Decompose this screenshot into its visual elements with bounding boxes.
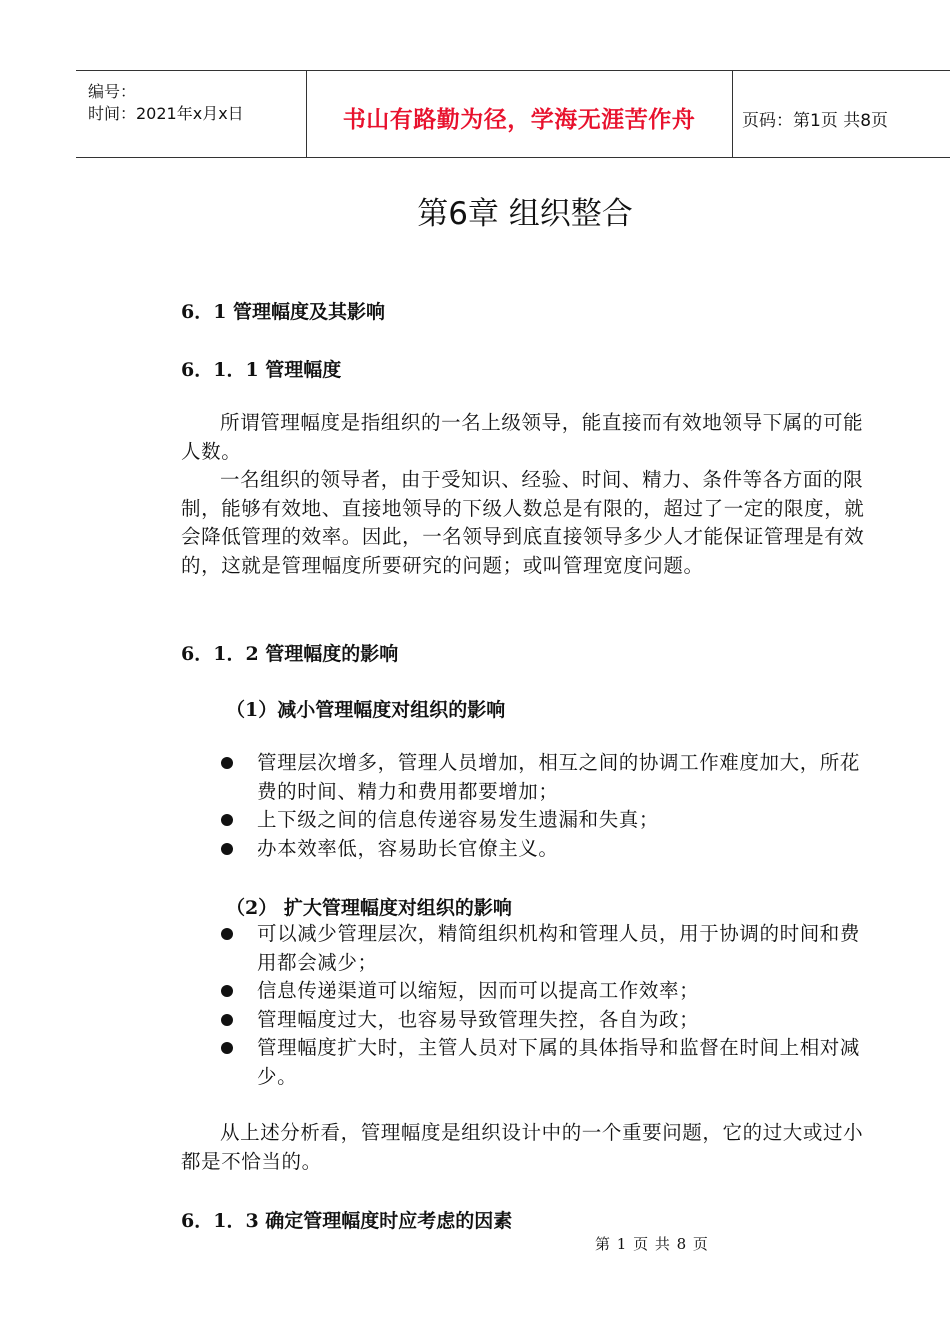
list-item: 信息传递渠道可以缩短，因而可以提高工作效率； bbox=[216, 977, 876, 1006]
document-header bbox=[76, 70, 950, 158]
paragraph: 一名组织的领导者，由于受知识、经验、时间、精力、条件等各方面的限制，能够有效地、直接地领导的下级人数总是有限的，超过了一定的限度，就会降低管理的效率。因此，一名领导到底直接领导多少人才能保证管理是有效的，这就是管理幅度所要研究的问题；或叫管理宽度问题。 bbox=[181, 468, 865, 577]
list-item: 上下级之间的信息传递容易发生遗漏和失真； bbox=[216, 806, 876, 835]
bullet-icon bbox=[221, 1042, 233, 1054]
subheading-expand: （2） 扩大管理幅度对组织的影响 bbox=[226, 897, 512, 919]
paragraph: 所谓管理幅度是指组织的一名上级领导，能直接而有效地领导下属的可能人数。 bbox=[181, 411, 864, 463]
bullet-icon bbox=[221, 814, 233, 826]
list-item: 管理幅度过大，也容易导致管理失控，各自为政； bbox=[216, 1006, 876, 1035]
list-item: 管理层次增多，管理人员增加，相互之间的协调工作难度加大，所花费的时间、精力和费用都要增加； bbox=[216, 749, 876, 806]
section-heading-6-1-2: 6．1．2 管理幅度的影响 bbox=[181, 643, 399, 665]
section-heading-6-1-1: 6．1．1 管理幅度 bbox=[181, 359, 342, 381]
bullet-icon bbox=[221, 843, 233, 855]
header-motto: 书山有路勤为径，学海无涯苦作舟 bbox=[342, 107, 696, 133]
page-footer: 第 1 页 共 8 页 bbox=[595, 1235, 709, 1253]
bullet-icon bbox=[221, 757, 233, 769]
bullet-list-reduce bbox=[216, 749, 876, 863]
header-divider bbox=[732, 71, 733, 157]
section-heading-6-1-3: 6．1．3 确定管理幅度时应考虑的因素 bbox=[181, 1210, 513, 1232]
header-meta bbox=[88, 81, 244, 125]
list-item: 办本效率低，容易助长官僚主义。 bbox=[216, 835, 876, 864]
header-page-info: 页码：第1页 共8页 bbox=[742, 111, 889, 131]
paragraph-conclusion: 从上述分析看，管理幅度是组织设计中的一个重要问题，它的过大或过小都是不恰当的。 bbox=[181, 1121, 864, 1173]
number-label: 编号： bbox=[88, 82, 137, 101]
list-item: 管理幅度扩大时，主管人员对下属的具体指导和监督在时间上相对减少。 bbox=[216, 1034, 876, 1091]
bullet-icon bbox=[221, 928, 233, 940]
section-heading-6-1: 6．1 管理幅度及其影响 bbox=[181, 301, 386, 323]
chapter-title: 第6章 组织整合 bbox=[417, 196, 633, 232]
bullet-icon bbox=[221, 1014, 233, 1026]
time-label: 时间：2021年x月x日 bbox=[88, 104, 244, 123]
bullet-list-expand bbox=[216, 920, 876, 1091]
bullet-icon bbox=[221, 985, 233, 997]
subheading-reduce: （1）减小管理幅度对组织的影响 bbox=[226, 699, 506, 721]
list-item: 可以减少管理层次，精简组织机构和管理人员，用于协调的时间和费用都会减少； bbox=[216, 920, 876, 977]
